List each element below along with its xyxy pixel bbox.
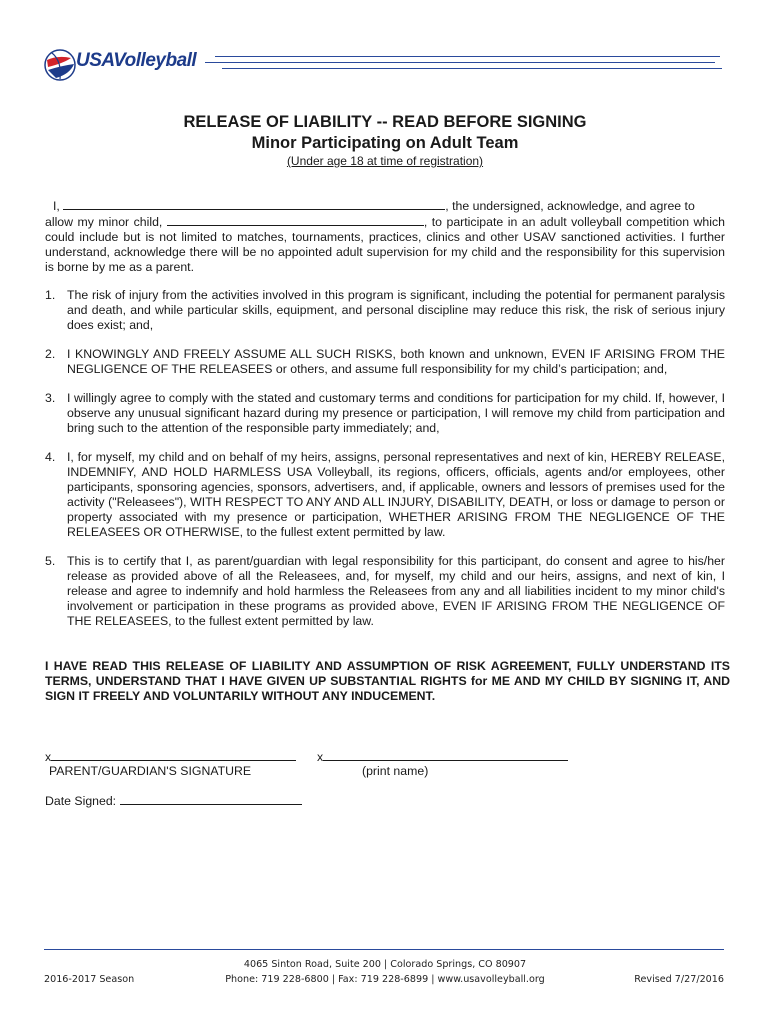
intro-part2-prefix: allow my minor child, <box>45 215 163 229</box>
parent-signature-label: PARENT/GUARDIAN'S SIGNATURE <box>49 764 252 778</box>
print-name-field[interactable] <box>323 749 568 761</box>
date-signed-field[interactable] <box>120 793 302 805</box>
list-item <box>45 391 725 436</box>
volleyball-icon <box>44 49 76 81</box>
header-rule-2 <box>205 62 715 63</box>
item-text: I, for myself, my child and on behalf of my heirs, assigns, personal representatives and next of kin, HEREBY RELEASE, INDEMNIFY, AND HOLD HARMLESS USA Volleyball, its regions, officers, officials, agents and/or employees, other participants, sponsoring agencies, sponsors, advertisers, and, if applicable, owners and lessors of premises used for the activity ("Releasees"), WITH RESPECT TO ANY AND ALL INJURY, DISABILITY, DEATH, or loss or damage to person or property associated with my presence or participation, WHETHER ARISING FROM THE NEGLIGENCE OF THE RELEASEES OR OTHERWISE, to the fullest extent permitted by law. <box>67 450 725 539</box>
intro-paragraph <box>45 198 725 275</box>
header-rule-1 <box>215 56 720 57</box>
acknowledgement-statement: I HAVE READ THIS RELEASE OF LIABILITY AND ASSUMPTION OF RISK AGREEMENT, FULLY UNDERSTAND ITS TERMS, UNDERSTAND THAT I HAVE GIVEN UP SUBSTANTIAL RIGHTS for ME AND MY CHILD BY SIGNING IT, AND SIGN IT FREELY AND VOLUNTARILY WITHOUT ANY INDUCEMENT. <box>45 659 730 703</box>
usa-volleyball-logo <box>44 46 197 86</box>
date-signed-block <box>45 793 302 808</box>
intro-part2-suffix: , to participate in an adult volleyball competition which could include but is not limited to matches, tournaments, practices, clinics and other USAV sanctioned activities. I further understand, acknowledge there will be no appointed adult supervision for my child and the responsibility for this supervision is borne by me as a parent. <box>45 215 725 274</box>
item-number: 5. <box>45 554 56 568</box>
signature-x-mark: x <box>45 750 52 764</box>
print-name-label: (print name) <box>362 764 429 778</box>
item-number: 4. <box>45 450 56 464</box>
release-terms-list <box>45 288 725 643</box>
footer-rule <box>44 949 724 950</box>
header-rule-3 <box>222 68 722 69</box>
list-item <box>45 288 725 333</box>
print-name-block <box>317 749 568 764</box>
list-item <box>45 347 725 377</box>
item-text: The risk of injury from the activities involved in this program is significant, including the potential for permanent paralysis and death, and while particular skills, equipment, and personal discipline may reduce this risk, the risk of serious injury does exist; and, <box>67 288 725 332</box>
age-note: (Under age 18 at time of registration) <box>286 154 484 168</box>
date-signed-label: Date Signed: <box>45 794 117 808</box>
footer-revised: Revised 7/27/2016 <box>634 974 724 985</box>
footer-season: 2016-2017 Season <box>44 974 135 985</box>
item-number: 1. <box>45 288 56 302</box>
document-title: RELEASE OF LIABILITY -- READ BEFORE SIGNING <box>183 113 587 131</box>
intro-part1: , the undersigned, acknowledge, and agree to <box>445 199 695 213</box>
list-item <box>45 450 725 540</box>
item-number: 3. <box>45 391 56 405</box>
parent-signature-field[interactable] <box>51 749 296 761</box>
footer-contact: Phone: 719 228-6800 | Fax: 719 228-6899 | www.usavolleyball.org <box>225 974 545 985</box>
item-number: 2. <box>45 347 56 361</box>
footer-address: 4065 Sinton Road, Suite 200 | Colorado Springs, CO 80907 <box>243 959 527 970</box>
logo-wordmark: USAVolleyball <box>76 50 197 71</box>
item-text: I KNOWINGLY AND FREELY ASSUME ALL SUCH RISKS, both known and unknown, EVEN IF ARISING FROM THE NEGLIGENCE OF THE RELEASEES or others, and assume full responsibility for my child’s participation; and, <box>67 347 725 376</box>
item-text: This is to certify that I, as parent/guardian with legal responsibility for this participant, do consent and agree to his/her release as provided above of all the Releasees, and, for myself, my child and our heirs, assigns, and next of kin, I release and agree to indemnify and hold harmless the Releasees from any and all liabilities incident to my minor child's involvement or participation in these programs as provided above, EVEN IF ARISING FROM THE NEGLIGENCE OF THE RELEASEES, to the fullest extent permitted by law. <box>67 554 725 628</box>
minor-child-name-field[interactable] <box>167 214 424 226</box>
parent-signature-block <box>45 749 296 764</box>
intro-i-label: I, <box>53 199 60 213</box>
item-text: I willingly agree to comply with the stated and customary terms and conditions for participation for my child. If, however, I observe any unusual significant hazard during my presence or participation, I will remove my child from participation and bring such to the attention of the responsible party immediately; and, <box>67 391 725 435</box>
document-subtitle: Minor Participating on Adult Team <box>251 134 519 152</box>
print-x-mark: x <box>317 750 324 764</box>
undersigned-name-field[interactable] <box>63 198 445 210</box>
list-item <box>45 554 725 629</box>
